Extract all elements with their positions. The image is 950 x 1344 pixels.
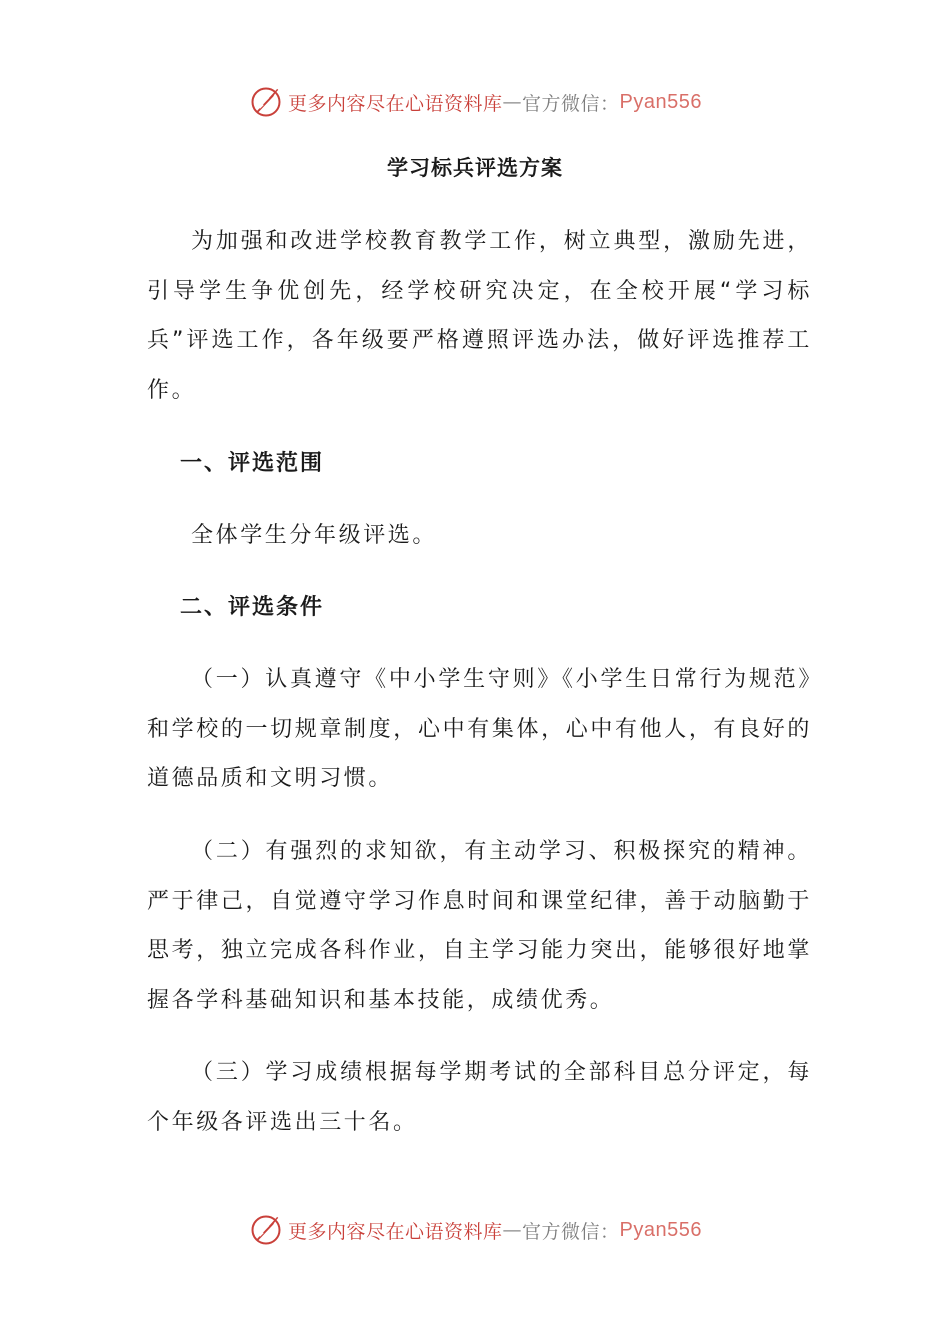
banner-site-text: 更多内容尽在心语资料库 bbox=[288, 1220, 503, 1243]
intro-paragraph: 为加强和改进学校教育教学工作，树立典型，激励先进，引导学生争优创先，经学校研究决定，在全校开展“学习标兵”评选工作，各年级要严格遵照评选办法，做好评选推荐工作。 bbox=[147, 229, 812, 403]
banner-wechat-id: Pyan556 bbox=[619, 90, 702, 113]
banner-site-text: 更多内容尽在心语资料库 bbox=[288, 92, 503, 115]
section-heading-criteria: 二、评选条件 bbox=[180, 595, 325, 620]
banner-dash: — bbox=[502, 91, 523, 113]
banner-wechat-label: 官方微信： bbox=[522, 92, 620, 115]
footer-banner bbox=[0, 1210, 950, 1250]
section-heading-scope: 一、评选范围 bbox=[180, 451, 325, 476]
criteria-item-3: （三）学习成绩根据每学期考试的全部科目总分评定，每个年级各评选出三十名。 bbox=[147, 1060, 812, 1135]
criteria-item-2: （二）有强烈的求知欲，有主动学习、积极探究的精神。严于律己，自觉遵守学习作息时间和课堂纪律，善于动脑勤于思考，独立完成各科作业，自主学习能力突出，能够很好地掌握各学科基础知识和基本技能，成绩优秀。 bbox=[147, 839, 812, 1013]
quill-pen-logo-icon bbox=[248, 1212, 284, 1248]
header-banner bbox=[0, 82, 950, 122]
document-title: 学习标兵评选方案 bbox=[387, 156, 563, 180]
criteria-item-1: （一）认真遵守《中小学生守则》《小学生日常行为规范》和学校的一切规章制度，心中有集体，心中有他人，有良好的道德品质和文明习惯。 bbox=[147, 667, 812, 791]
quill-pen-logo-icon bbox=[248, 84, 284, 120]
section-scope-body: 全体学生分年级评选。 bbox=[191, 523, 438, 548]
banner-wechat-id: Pyan556 bbox=[619, 1218, 702, 1241]
banner-wechat-label: 官方微信： bbox=[522, 1220, 620, 1243]
banner-dash: — bbox=[502, 1219, 523, 1241]
